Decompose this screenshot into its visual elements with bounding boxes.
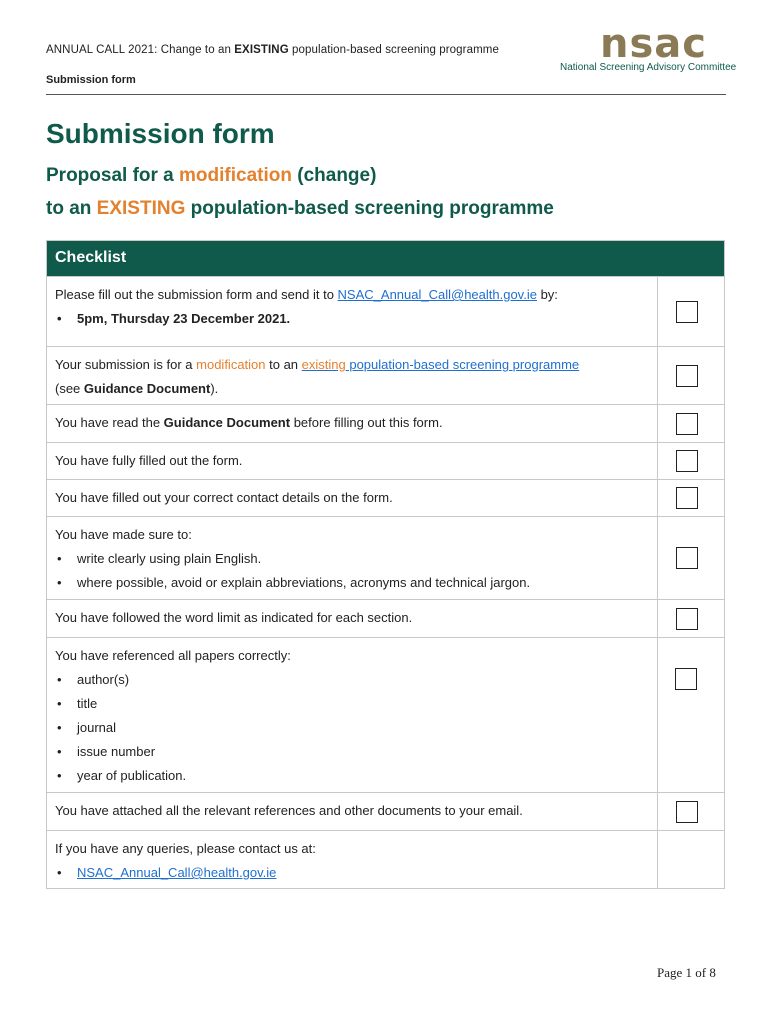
checklist-row-queries: If you have any queries, please contact us at: • NSAC_Annual_Call@health.gov.ie xyxy=(47,830,724,888)
checklist-row-contact: You have filled out your correct contact details on the form. xyxy=(47,479,724,516)
checkbox-attachments[interactable] xyxy=(676,801,698,823)
list-item: • journal xyxy=(55,716,649,740)
logo-word: nsac xyxy=(600,21,707,67)
nsac-logo xyxy=(560,22,742,74)
checklist-row-plain-english: You have made sure to: • write clearly using plain English. • where possible, avoid or explain abbreviations, acronyms and technical jargon. xyxy=(47,516,724,599)
existing-programme-link[interactable]: existing population-based screening programme xyxy=(301,357,580,372)
checkbox-modification[interactable] xyxy=(676,365,698,387)
checkbox-plain-english[interactable] xyxy=(676,547,698,569)
list-item: • write clearly using plain English. xyxy=(55,547,649,571)
checklist-table xyxy=(46,240,725,889)
page-title: Submission form xyxy=(46,118,275,149)
header-title: ANNUAL CALL 2021: Change to an EXISTING population-based screening programme xyxy=(46,44,499,56)
checkbox-guidance[interactable] xyxy=(676,413,698,435)
page-subtitle-1: Proposal for a modification (change) xyxy=(46,165,377,186)
list-item: • issue number xyxy=(55,740,649,764)
email-link[interactable]: NSAC_Annual_Call@health.gov.ie xyxy=(337,287,537,302)
list-item: • author(s) xyxy=(55,668,649,692)
checklist-row-filled: You have fully filled out the form. xyxy=(47,442,724,479)
checkbox-contact[interactable] xyxy=(676,487,698,509)
page-subtitle-2: to an EXISTING population-based screening programme xyxy=(46,198,554,219)
page-header xyxy=(46,0,737,95)
contact-email-link[interactable]: NSAC_Annual_Call@health.gov.ie xyxy=(77,865,277,880)
list-item: • 5pm, Thursday 23 December 2021. xyxy=(55,307,649,331)
list-item: • year of publication. xyxy=(55,764,649,788)
checklist-row-submit: Please fill out the submission form and send it to NSAC_Annual_Call@health.gov.ie by: • 5pm, Thursday 23 December 2021. xyxy=(47,276,724,346)
checklist-row-references: You have referenced all papers correctly: • author(s) • title • journal • issue number • year of publication. xyxy=(47,637,724,792)
checklist-heading: Checklist xyxy=(47,241,724,276)
checklist-row-guidance: You have read the Guidance Document before filling out this form. xyxy=(47,404,724,442)
logo-subtitle: National Screening Advisory Committee xyxy=(560,62,737,73)
checkbox-word-limit[interactable] xyxy=(676,608,698,630)
checklist-row-word-limit: You have followed the word limit as indicated for each section. xyxy=(47,599,724,637)
checklist-row-modification: Your submission is for a modification to an existing population-based screening programme (see Guidance Document). xyxy=(47,346,724,404)
header-subtitle: Submission form xyxy=(46,74,136,86)
checkbox-submit[interactable] xyxy=(676,301,698,323)
checkbox-filled[interactable] xyxy=(676,450,698,472)
checklist-row-attachments: You have attached all the relevant references and other documents to your email. xyxy=(47,792,724,830)
list-item: • where possible, avoid or explain abbreviations, acronyms and technical jargon. xyxy=(55,571,649,595)
page-number: Page 1 of 8 xyxy=(657,965,716,980)
list-item xyxy=(55,861,649,885)
checkbox-references[interactable] xyxy=(675,668,697,690)
list-item: • title xyxy=(55,692,649,716)
